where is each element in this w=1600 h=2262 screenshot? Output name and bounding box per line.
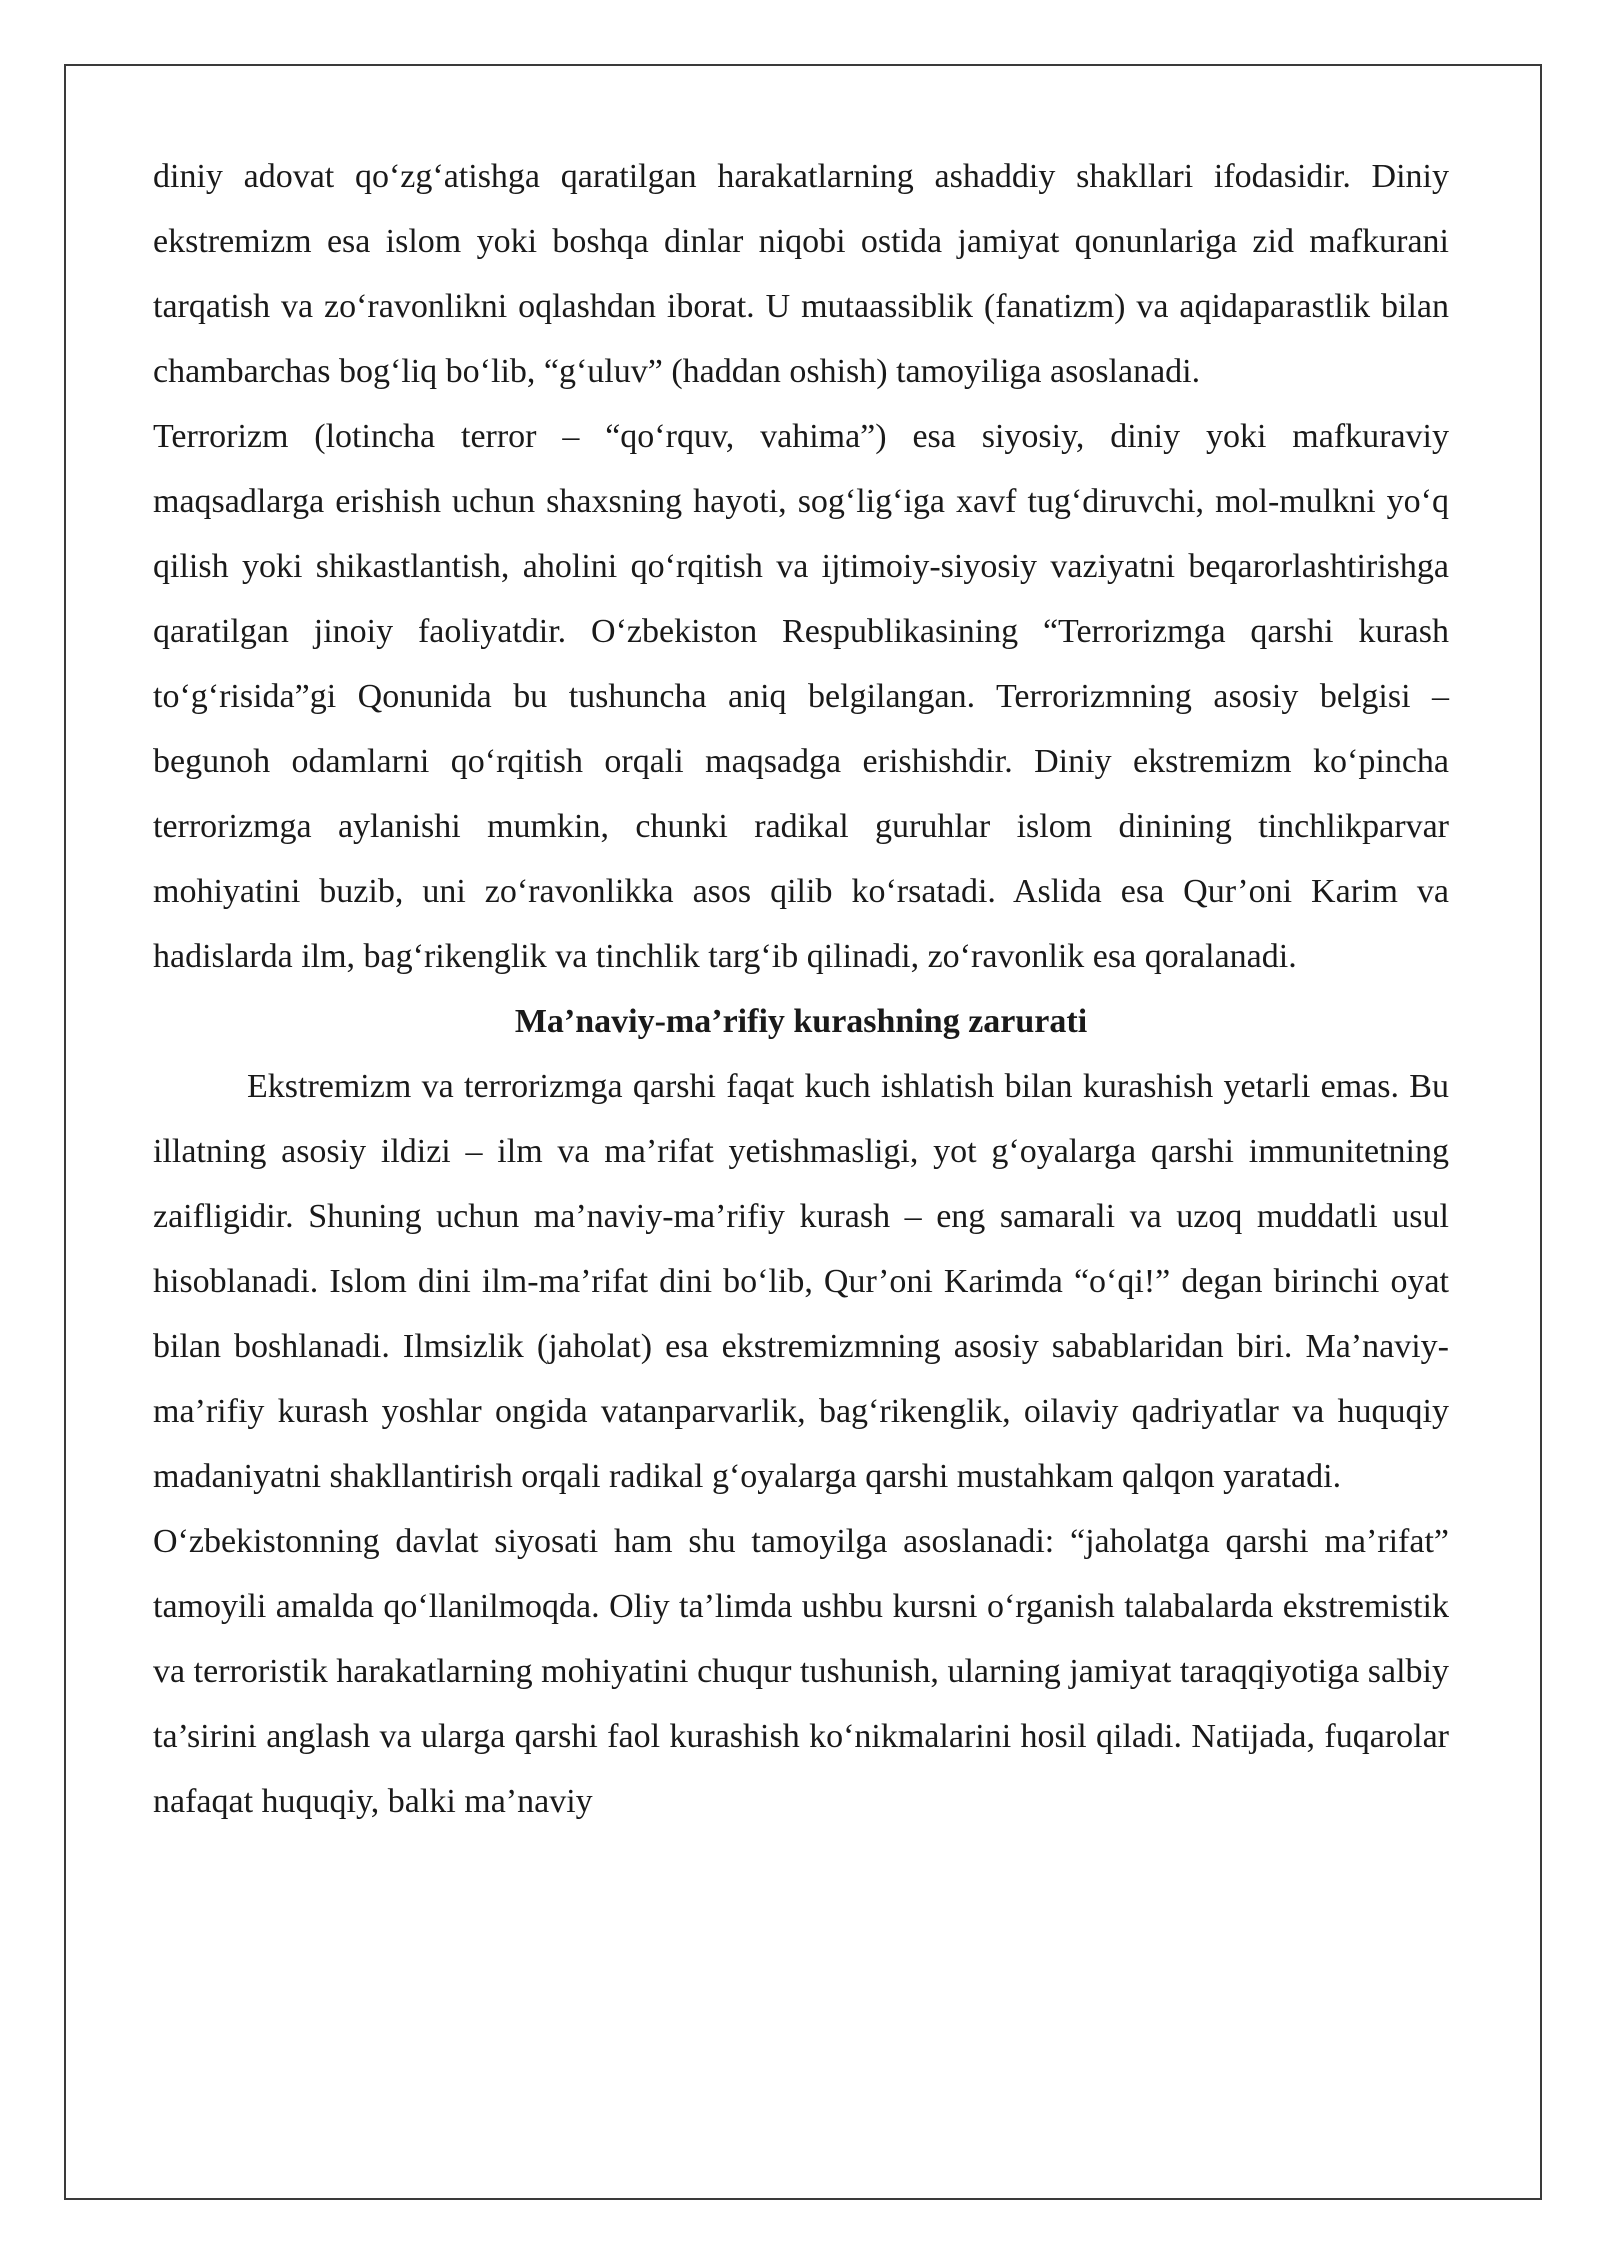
paragraph-state-policy: O‘zbekistonning davlat siyosati ham shu tamoyilga asoslanadi: “jaholatga qarshi ma’rifat” tamoyili amalda qo‘llanilmoqda. Oliy ta’limda ushbu kursni o‘rganish talabalarda ekstremistik va terroristik harakatlarning mohiyatini chuqur tushunish, ularning jamiyat taraqqiyotiga salbiy ta’sirini anglash va ularga qarshi faol kurashish ko‘nikmalarini hosil qiladi. Natijada, fuqarolar nafaqat huquqiy, balki ma’naviy [153,1523,1449,1820]
document-body [153,144,1449,1834]
section-heading: Ma’naviy-ma’rifiy kurashning zarurati [514,1003,1088,1040]
paragraph-spiritual-struggle: Ekstremizm va terrorizmga qarshi faqat kuch ishlatish bilan kurashish yetarli emas. Bu illatning asosiy ildizi – ilm va ma’rifat yetishmasligi, yot g‘oyalarga qarshi immunitetning zaifligidir. Shuning uchun ma’naviy-ma’rifiy kurash – eng samarali va uzoq muddatli usul hisoblanadi. Islom dini ilm-ma’rifat dini bo‘lib, Qur’oni Karimda “o‘qi!” degan birinchi oyat bilan boshlanadi. Ilmsizlik (jaholat) esa ekstremizmning asosiy sabablaridan biri. Ma’naviy-ma’rifiy kurash yoshlar ongida vatanparvarlik, bag‘rikenglik, oilaviy qadriyatlar va huquqiy madaniyatni shakllantirish orqali radikal g‘oyalarga qarshi mustahkam qalqon yaratadi. [153,1068,1449,1495]
paragraph-terrorism-definition: Terrorizm (lotincha terror – “qo‘rquv, vahima”) esa siyosiy, diniy yoki mafkuraviy maqsadlarga erishish uchun shaxsning hayoti, sog‘lig‘iga xavf tug‘diruvchi, mol-mulkni yo‘q qilish yoki shikastlantish, aholini qo‘rqitish va ijtimoiy-siyosiy vaziyatni beqarorlashtirishga qaratilgan jinoiy faoliyatdir. O‘zbekiston Respublikasining “Terrorizmga qarshi kurash to‘g‘risida”gi Qonunida bu tushuncha aniq belgilangan. Terrorizmning asosiy belgisi – begunoh odamlarni qo‘rqitish orqali maqsadga erishishdir. Diniy ekstremizm ko‘pincha terrorizmga aylanishi mumkin, chunki radikal guruhlar islom dinining tinchlikparvar mohiyatini buzib, uni zo‘ravonlikka asos qilib ko‘rsatadi. Aslida esa Qur’oni Karim va hadislarda ilm, bag‘rikenglik va tinchlik targ‘ib qilinadi, zo‘ravonlik esa qoralanadi. [153,418,1449,975]
paragraph-extremism-definition: diniy adovat qo‘zg‘atishga qaratilgan harakatlarning ashaddiy shakllari ifodasidir. Diniy ekstremizm esa islom yoki boshqa dinlar niqobi ostida jamiyat qonunlariga zid mafkurani tarqatish va zo‘ravonlikni oqlashdan iborat. U mutaassiblik (fanatizm) va aqidaparastlik bilan chambarchas bog‘liq bo‘lib, “g‘uluv” (haddan oshish) tamoyiliga asoslanadi. [153,158,1449,390]
